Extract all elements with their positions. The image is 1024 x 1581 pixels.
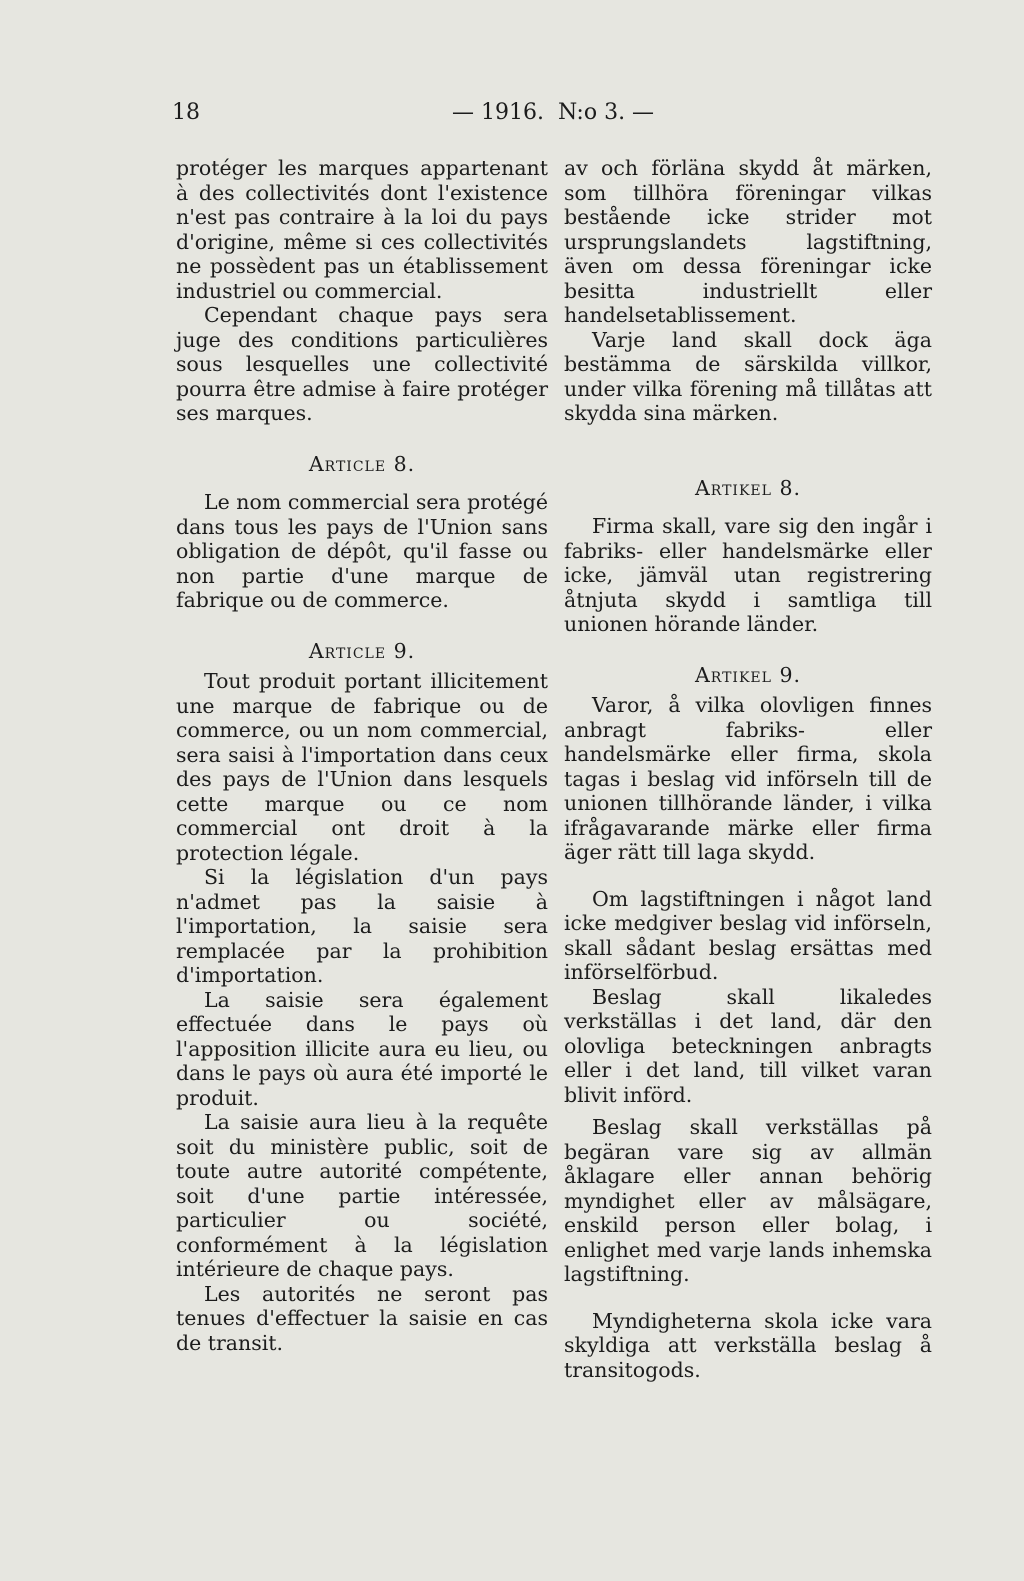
paragraph: Varje land skall dock äga bestämma de särskilda villkor, under vilka förening må tillåtas att skydda sina märken. [564,327,932,425]
paragraph: Beslag skall likaledes verkställas i det land, där den olovliga beteckningen anbragts eller i det land, till vilket varan blivit införd. [564,984,932,1107]
article-8-heading: Article 8. [308,451,416,476]
paragraph: La saisie sera également effectuée dans le pays où l'apposition illicite aura eu lieu, ou dans le pays où aura été importé le produit. [176,987,548,1110]
paragraph: La saisie aura lieu à la requête soit du ministère public, soit de toute autre autorité compétente, soit d'une partie intéressée, particulier ou société, conformément à la législation intérieure de chaque pays. [176,1110,548,1281]
paragraph: Cependant chaque pays sera juge des conditions particulières sous lesquelles une collectivité pourra être admise à faire protéger ses marques. [176,303,548,425]
running-title: — 1916. N:o 3. — [452,100,655,125]
paragraph: Om lagstiftningen i något land icke medgiver beslag vid införseln, skall sådant beslag ersättas med införselförbud. [564,886,932,984]
french-column [176,156,548,1355]
paragraph: Varor, å vilka olovligen finnes anbragt fabriks- eller handelsmärke eller firma, skola tagas i beslag vid införseln till de unionen tillhörande länder, i vilka ifrågavarande märke eller firma äger rätt till laga skydd. [564,693,932,864]
paragraph: av och förläna skydd åt märken, som tillhöra föreningar vilkas bestående icke strider mot ursprungslandets lagstiftning, även om dessa föreningar icke besitta industriellt eller handelsetablissement. [564,156,932,327]
artikel-8-heading: Artikel 8. [694,475,802,500]
paragraph: Le nom commercial sera protégé dans tous les pays de l'Union sans obligation de dépôt, qu'il fasse ou non partie d'une marque de fabrique ou de commerce. [176,490,548,612]
page-header [172,100,932,134]
paragraph: Si la législation d'un pays n'admet pas la saisie à l'importation, la saisie sera remplacée par la prohibition d'importation. [176,865,548,987]
paragraph: Myndigheterna skola icke vara skyldiga att verkställa beslag å transitogods. [564,1308,932,1382]
paragraph: Tout produit portant illicitement une marque de fabrique ou de commerce, ou un nom commercial, sera saisi à l'importation dans ceux des pays de l'Union dans lesquels cette marque ou ce nom commercial ont droit à la protection légale. [176,669,548,865]
paragraph: Firma skall, vare sig den ingår i fabriks- eller handelsmärke eller icke, jämväl utan registrering åtnjuta skydd i samtliga till unionen hörande länder. [564,514,932,636]
swedish-column [564,156,932,1382]
article-9-heading: Article 9. [308,638,416,663]
artikel-9-heading: Artikel 9. [694,662,802,687]
paragraph: protéger les marques appartenant à des collectivités dont l'existence n'est pas contraire à la loi du pays d'origine, même si ces collectivités ne possèdent pas un établissement industriel ou commercial. [176,156,548,303]
paragraph: Les autorités ne seront pas tenues d'effectuer la saisie en cas de transit. [176,1281,548,1355]
page-number: 18 [172,100,200,125]
paragraph: Beslag skall verkställas på begäran vare sig av allmän åklagare eller annan behörig myndighet eller av målsägare, enskild person eller bolag, i enlighet med varje lands inhemska lagstiftning. [564,1115,932,1286]
